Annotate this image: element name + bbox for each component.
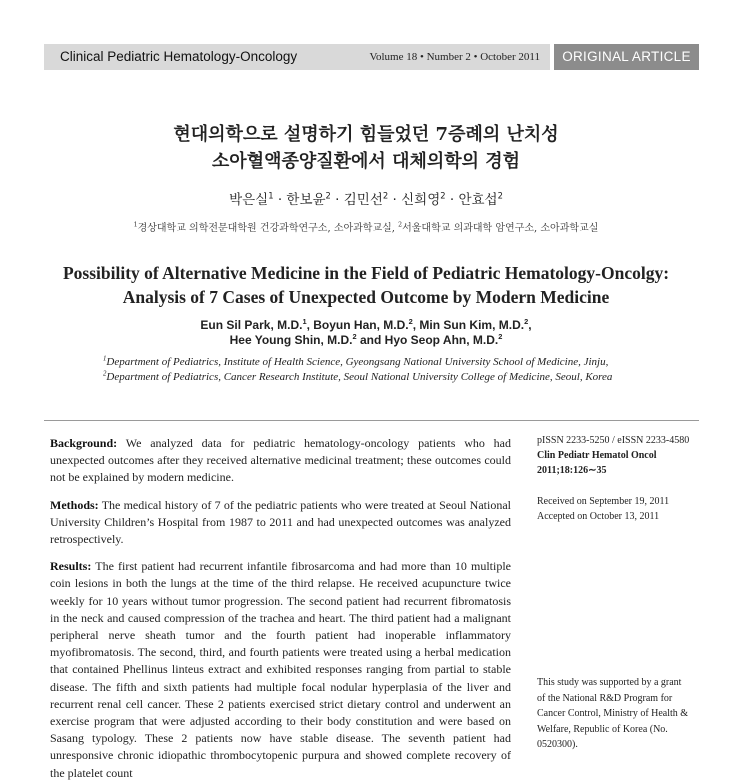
funding-line: Welfare, Republic of Korea (No. [537, 723, 668, 735]
article-type-band [554, 44, 699, 70]
issn: pISSN 2233-5250 / eISSN 2233-4580 [537, 435, 690, 446]
citation-line1: Clin Pediatr Hematol Oncol [537, 450, 657, 461]
funding-line: of the National R&D Program for [537, 692, 673, 704]
author-name: Hee Young Shin, M.D. [229, 333, 353, 347]
author-name: Eun Sil Park, M.D. [200, 318, 303, 332]
accepted-date: Accepted on October 13, 2011 [537, 511, 660, 522]
author-sup: 2 [325, 190, 331, 201]
korean-aff-1: 경상대학교 의학전문대학원 건강과학연구소, 소아과학교실, [137, 223, 395, 234]
english-authors-line1: Eun Sil Park, M.D.$^1$, Boyun Han, M.D.$^2$, Min Sun Kim, M.D.$^2$, [200, 317, 532, 332]
abstract-background [50, 435, 511, 487]
section-divider [44, 420, 699, 421]
volume-info: Volume 18 • Number 2 • October 2011 [369, 51, 540, 63]
author-sup: 2 [382, 190, 389, 201]
author-name: 김민선 [343, 192, 383, 208]
author-name: Boyun Han, M.D. [313, 318, 409, 332]
funding-line: 0520300). [537, 739, 578, 750]
author-name: 신희영 [401, 192, 441, 208]
abstract-methods [50, 497, 511, 549]
author-name: 안효섭 [458, 192, 498, 208]
background-label: Background: [50, 436, 118, 450]
funding-note [537, 675, 702, 753]
english-aff-2: $^2$Department of Pediatrics, Cancer Research Institute, Seoul National University College of Medicine, Seoul, Korea [103, 370, 613, 383]
journal-header [44, 44, 699, 70]
author-sup: 2 [440, 190, 446, 201]
received-date: Received on September 19, 2011 [537, 496, 670, 507]
korean-title-line1: 현대의학으로 설명하기 힘들었던 7증례의 난치성 [173, 124, 559, 145]
dates-info [537, 494, 707, 524]
english-aff-1: $^1$Department of Pediatrics, Institute of Health Science, Gyeongsang National University School of Medicine, Jinju, [103, 355, 609, 368]
author-name: Min Sun Kim, M.D. [419, 318, 525, 332]
author-sup: 2 [497, 190, 503, 201]
korean-authors: 박은실$^1$ · 한보윤$^2$ · 김민선$^2$ · 신희영$^2$ · 안효섭$^2$ [229, 190, 503, 208]
methods-label: Methods: [50, 497, 99, 512]
results-label: Results: [50, 559, 92, 574]
korean-affiliations: $^1$경상대학교 의학전문대학원 건강과학연구소, 소아과학교실, $^2$서울대학교 의과대학 암연구소, 소아과학교실 [133, 221, 599, 234]
background-text: We analyzed data for pediatric hematology-oncology patients who had unexpected outcomes after they received alternative medicinal treatment; these outcomes could not be explained by modern medicine. [50, 436, 511, 485]
english-title-line1: Possibility of Alternative Medicine in the Field of Pediatric Hematology-Oncolgy: [62, 263, 670, 283]
abstract [50, 435, 511, 782]
author-name: 박은실 [229, 192, 269, 208]
korean-aff-2: 서울대학교 의과대학 암연구소, 소아과학교실 [402, 223, 599, 234]
author-name: 한보윤 [286, 192, 326, 208]
korean-title-line2: 소아혈액종양질환에서 대체의학의 경험 [211, 151, 521, 172]
methods-text: The medical history of 7 of the pediatric patients who were treated at Seoul National University Children’s Hospital from 1987 to 2011 and had unexpected outcomes was analyzed retrospectively. [50, 497, 511, 547]
publication-info [537, 433, 707, 478]
funding-line: Cancer Control, Ministry of Health & [537, 708, 689, 719]
funding-line: This study was supported by a grant [537, 677, 682, 688]
citation-line2: 2011;18:126∼35 [537, 465, 607, 476]
author-name: Hyo Seop Ahn, M.D. [384, 333, 499, 347]
english-authors-line2: Hee Young Shin, M.D.$^2$ and Hyo Seop Ahn, M.D.$^2$ [229, 332, 503, 347]
author-sup: 1 [268, 190, 274, 201]
header-left-band [44, 44, 550, 70]
english-title-line2: Analysis of 7 Cases of Unexpected Outcome by Modern Medicine [122, 287, 610, 307]
article-type: ORIGINAL ARTICLE [562, 49, 691, 64]
journal-name: Clinical Pediatric Hematology-Oncology [60, 49, 298, 64]
abstract-results [50, 558, 511, 782]
results-text: The first patient had recurrent infantile fibrosarcoma and had more than 10 multiple coin lesions in both the lungs at the time of the third relapse. He received acupuncture twice weekly for 10 years without tumor progression. The second patient had recurrent fibromatosis in the neck and caused compression of the trachea and heart. The third patient had a malignant peripheral nerve sheath tumor and the fourth patient had inoperable inflammatory myofibromatosis. The second, third, and fourth patients were treated using a herbal medication that contained Phellinus linteus extract and exhibited responses ranging from partial to stable disease. The fifth and sixth patients had multiple focal nodular hyperplasia of the liver and recurrent renal cell cancer. These 2 patients exercised strict dietary control and underwent an exercise program that were adjusted according to their body constitution and were based on Sasang typology. These 2 patients now have stable disease. The seventh patient had unresponsive chronic idiopathic thrombocytopenic purpura and showed complete recovery of the platelet count [50, 559, 511, 780]
